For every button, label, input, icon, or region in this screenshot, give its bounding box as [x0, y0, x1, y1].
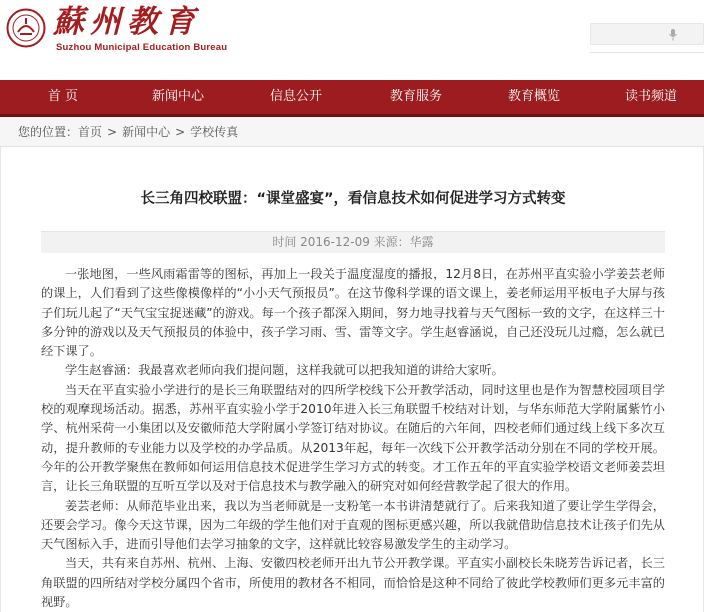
- breadcrumb: [0, 117, 704, 147]
- breadcrumb-news[interactable]: 新闻中心: [122, 125, 171, 139]
- search-input[interactable]: [590, 23, 704, 45]
- nav-item-info[interactable]: 信息公开: [269, 89, 322, 104]
- breadcrumb-separator: >: [107, 125, 118, 139]
- article-body: [41, 265, 665, 612]
- article-paragraph: 姜芸老师：从师范毕业出来，我以为当老师就是一支粉笔一本书讲清楚就行了。后来我知道了要让学生学得会，还要会学习。像今天这节课，因为二年级的学生他们对于直观的图标更感兴趣，所以我就借助信息技术让孩子们先从天气图标入手，进而引导他们去学习抽象的文字，这样就比较容易激发学生的主动学习。: [41, 498, 665, 552]
- nav-item-overview[interactable]: 教育概览: [507, 89, 560, 104]
- microphone-icon[interactable]: [669, 29, 677, 41]
- breadcrumb-separator: >: [175, 125, 186, 139]
- article-title: 长三角四校联盟：“课堂盛宴”，看信息技术如何促进学习方式转变: [140, 191, 566, 207]
- site-subtitle: Suzhou Municipal Education Bureau: [56, 42, 228, 53]
- search-underline: [590, 52, 704, 53]
- article-paragraph: 一张地图，一些风雨霜雷等的图标，再加上一段关于温度湿度的播报，12月8日，在苏州平直实验小学姜芸老师的课上，人们看到了这些像模像样的“小小天气预报员”。在这节像科学课的语文课上，姜老师运用平板电子大屏与孩子们玩儿起了“天气宝宝捉迷藏”的游戏。每一个孩子都深入期间，努力地寻找着与天气图标一致的文字，在这样三十多分钟的游戏以及天气预报员的体验中，孩子学习雨、雪、雷等文字。学生赵睿涵说，自己还没玩儿过瘾，怎么就已经下课了。: [41, 267, 665, 359]
- main-nav: [0, 80, 704, 114]
- article-meta: 时间 2016-12-09 来源：华露: [41, 231, 665, 253]
- article-paragraph: 当天在平直实验小学进行的是长三角联盟结对的四所学校线下公开教学活动，同时这里也是作为智慧校园项目学校的观摩现场活动。据悉，苏州平直实验小学于2010年进入长三角联盟千校结对计划，与华东师范大学附属紫竹小学、杭州采荷一小集团以及安徽师范大学附属小学签订结对协议。在随后的六年间，四校老师们通过线上线下多次互动，提升教师的专业能力以及学校的办学品质。从2013年起，每年一次线下公开教学活动分别在不同的学校开展。今年的公开教学聚焦在教师如何运用信息技术促进学生学习方式的转变。才工作五年的平直实验学校语文老师姜芸坦言，让长三角联盟的互听互学以及对于信息技术与教学融入的研究对如何经营教学起了很大的作用。: [41, 382, 665, 494]
- site-header: [0, 0, 704, 80]
- nav-item-services[interactable]: 教育服务: [389, 89, 442, 104]
- article-paragraph: 当天，共有来自苏州、杭州、上海、安徽四校老师开出九节公开教学课。平直实小副校长朱晓芳告诉记者，长三角联盟的四所结对学校分属四个省市，所使用的教材各不相同，而恰恰是这种不同给了彼此学校教师们更多元丰富的视野。: [41, 556, 665, 610]
- breadcrumb-school-news[interactable]: 学校传真: [190, 125, 239, 139]
- nav-item-reading[interactable]: 读书频道: [624, 89, 677, 104]
- article: [0, 147, 704, 612]
- nav-item-news[interactable]: 新闻中心: [151, 89, 204, 104]
- seal-logo-icon[interactable]: [6, 8, 46, 48]
- article-paragraph: 学生赵睿涵：我最喜欢老师向我们提问题，这样我就可以把我知道的讲给大家听。: [65, 363, 504, 378]
- nav-item-home[interactable]: 首 页: [47, 89, 79, 104]
- site-title[interactable]: 蘇州教育: [53, 4, 201, 40]
- breadcrumb-prefix: 您的位置：: [18, 125, 79, 139]
- breadcrumb-home[interactable]: 首页: [78, 125, 103, 139]
